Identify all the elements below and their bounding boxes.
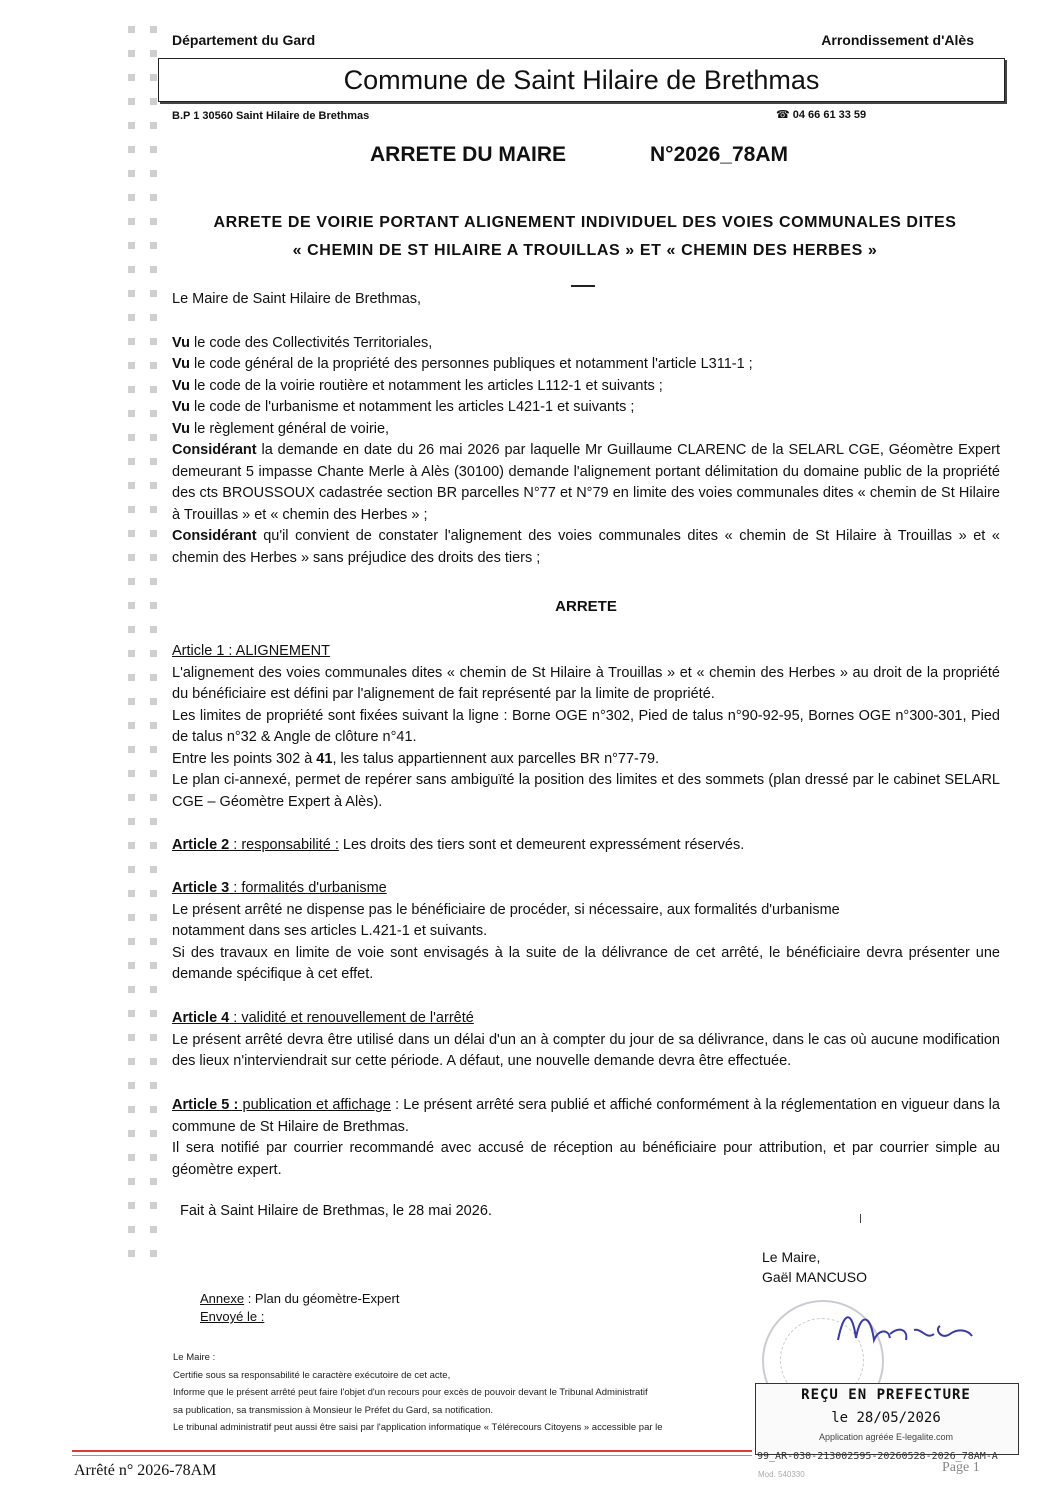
margin-square bbox=[128, 410, 135, 417]
margin-square bbox=[128, 290, 135, 297]
fait-a: Fait à Saint Hilaire de Brethmas, le 28 mai 2026. bbox=[180, 1203, 492, 1219]
margin-square bbox=[150, 482, 157, 489]
margin-square bbox=[150, 986, 157, 993]
margin-square bbox=[150, 1082, 157, 1089]
margin-square bbox=[128, 1082, 135, 1089]
margin-square bbox=[150, 98, 157, 105]
margin-square bbox=[150, 1034, 157, 1041]
margin-square bbox=[128, 530, 135, 537]
receipt-reference: 99_AR-030-213002595-20260528-2026_78AM-A bbox=[757, 1451, 998, 1462]
legal-notice: Le Maire : Certifie sous sa responsabilité le caractère exécutoire de cet acte, Informe que le présent arrêté peut faire l'objet d'un recours pour excès de pouvoir devant le Tribunal Administratif sa publication, sa transmission à Monsieur le Préfet du Gard, sa notification. Le tribunal administratif peut aussi être saisi par l'application informatique « Télérecours Citoyens » accessible par le bbox=[173, 1352, 663, 1433]
receipt-title: REÇU EN PREFECTURE bbox=[801, 1387, 971, 1403]
vu-item: Vu le code général de la propriété des personnes publiques et notamment l'article L311-1 ; bbox=[172, 356, 753, 372]
margin-square bbox=[128, 194, 135, 201]
margin-square bbox=[150, 290, 157, 297]
margin-square bbox=[128, 362, 135, 369]
phone-number: ☎ 04 66 61 33 59 bbox=[776, 109, 867, 121]
margin-square bbox=[128, 1034, 135, 1041]
margin-square bbox=[150, 314, 157, 321]
margin-square bbox=[150, 578, 157, 585]
margin-square bbox=[150, 1178, 157, 1185]
margin-square bbox=[128, 26, 135, 33]
margin-square bbox=[150, 938, 157, 945]
margin-square bbox=[150, 842, 157, 849]
margin-square bbox=[150, 650, 157, 657]
margin-square bbox=[128, 1250, 135, 1257]
title-separator bbox=[571, 285, 595, 287]
margin-square bbox=[128, 842, 135, 849]
article-4-para: Le présent arrêté devra être utilisé dans un délai d'un an à compter du jour de sa délivrance, dans le cas où aucune modification des lieux n'interviendrait sur cette période. A défaut, une nouvelle demande devra être effectuée. bbox=[172, 1031, 1000, 1069]
annexe-text: : Plan du géomètre-Expert bbox=[244, 1291, 400, 1306]
margin-square bbox=[150, 338, 157, 345]
mayor-title: Le Maire, bbox=[762, 1249, 821, 1265]
margin-square bbox=[150, 698, 157, 705]
margin-square bbox=[128, 962, 135, 969]
article-2: Article 2 : responsabilité : Les droits des tiers sont et demeurent expressément réservés. bbox=[172, 837, 745, 853]
margin-square bbox=[150, 74, 157, 81]
receipt-date: le 28/05/2026 bbox=[831, 1410, 941, 1426]
margin-square bbox=[128, 266, 135, 273]
margin-square bbox=[128, 674, 135, 681]
margin-square bbox=[150, 746, 157, 753]
margin-square bbox=[150, 1154, 157, 1161]
margin-square bbox=[128, 698, 135, 705]
margin-square bbox=[128, 1130, 135, 1137]
article-4 bbox=[172, 1008, 1000, 1073]
mayor-name: Gaël MANCUSO bbox=[762, 1269, 868, 1285]
footer-red-rule bbox=[72, 1450, 752, 1452]
commune-title-box: Commune de Saint Hilaire de Brethmas bbox=[158, 58, 1005, 102]
arrete-heading: ARRETE bbox=[555, 598, 617, 615]
margin-square bbox=[128, 218, 135, 225]
margin-square bbox=[150, 218, 157, 225]
document-type-title: ARRETE DU MAIRE bbox=[370, 143, 567, 166]
margin-square bbox=[150, 602, 157, 609]
vu-item: Vu le règlement général de voirie, bbox=[172, 420, 390, 437]
margin-square bbox=[128, 650, 135, 657]
margin-square bbox=[150, 1106, 157, 1113]
margin-square bbox=[128, 338, 135, 345]
margin-square bbox=[150, 194, 157, 201]
article-4-heading: Article 4 : validité et renouvellement de l'arrêté bbox=[172, 1010, 474, 1026]
margin-square bbox=[150, 962, 157, 969]
margin-square bbox=[150, 410, 157, 417]
margin-square bbox=[128, 626, 135, 633]
margin-square bbox=[150, 434, 157, 441]
margin-square bbox=[150, 506, 157, 513]
margin-square bbox=[128, 482, 135, 489]
article-3-para: Si des travaux en limite de voie sont envisagés à la suite de la délivrance de cet arrêté, le bénéficiaire devra présenter une demande spécifique à cet effet. bbox=[172, 944, 1000, 982]
margin-square bbox=[150, 674, 157, 681]
article-3-heading: Article 3 : formalités d'urbanisme bbox=[172, 880, 387, 896]
article-1-para: Le plan ci-annexé, permet de repérer sans ambiguïté la position des limites et des sommets (plan dressé par le cabinet SELARL CGE – Géomètre Expert à Alès). bbox=[172, 772, 1000, 810]
margin-square bbox=[128, 1178, 135, 1185]
margin-square bbox=[128, 794, 135, 801]
margin-square bbox=[150, 866, 157, 873]
margin-binding-marks bbox=[120, 26, 166, 1266]
margin-square bbox=[128, 866, 135, 873]
margin-square bbox=[128, 146, 135, 153]
margin-square bbox=[150, 1130, 157, 1137]
annexe-label: Annexe bbox=[200, 1291, 245, 1306]
margin-square bbox=[128, 554, 135, 561]
preamble-intro: Le Maire de Saint Hilaire de Brethmas, bbox=[172, 291, 422, 307]
page-number: Page 1 bbox=[942, 1460, 980, 1475]
margin-square bbox=[150, 626, 157, 633]
margin-square bbox=[150, 1010, 157, 1017]
margin-square bbox=[128, 818, 135, 825]
margin-square bbox=[128, 1202, 135, 1209]
margin-square bbox=[128, 1106, 135, 1113]
article-2-heading: Article 2 : responsabilité : bbox=[172, 837, 339, 853]
margin-square bbox=[128, 50, 135, 57]
margin-square bbox=[150, 818, 157, 825]
margin-square bbox=[128, 170, 135, 177]
margin-square bbox=[128, 578, 135, 585]
stray-mark bbox=[860, 1214, 861, 1223]
margin-square bbox=[128, 722, 135, 729]
article-1-para: Les limites de propriété sont fixées suivant la ligne : Borne OGE n°302, Pied de talus n°90-92-95, Bornes OGE n°300-301, Pied de talus n°32 & Angle de clôture n°41. bbox=[172, 707, 1000, 745]
margin-square bbox=[128, 746, 135, 753]
vu-item: Vu le code de la voirie routière et notamment les articles L112-1 et suivants ; bbox=[172, 377, 663, 394]
margin-square bbox=[128, 242, 135, 249]
article-5: Article 5 : publication et affichage : Le présent arrêté sera publié et affiché conformément à la réglementation en vigueur dans la commune de St Hilaire de Brethmas. Il sera notifié par courrier recommandé avec accusé de réception au bénéficiaire pour attribution, et par courrier simple au géomètre expert. bbox=[172, 1095, 1000, 1181]
margin-square bbox=[128, 98, 135, 105]
margin-square bbox=[150, 50, 157, 57]
subtitle-line-2: « CHEMIN DE ST HILAIRE A TROUILLAS » ET « CHEMIN DES HERBES » bbox=[292, 242, 878, 259]
margin-square bbox=[150, 554, 157, 561]
article-1-heading: Article 1 : ALIGNEMENT bbox=[172, 643, 330, 659]
margin-square bbox=[128, 986, 135, 993]
margin-square bbox=[128, 890, 135, 897]
margin-square bbox=[128, 122, 135, 129]
margin-square bbox=[128, 1058, 135, 1065]
margin-square bbox=[150, 122, 157, 129]
margin-square bbox=[128, 434, 135, 441]
margin-square bbox=[128, 506, 135, 513]
margin-square bbox=[150, 1226, 157, 1233]
footer-gray-rule bbox=[72, 1455, 752, 1456]
annexe-block bbox=[200, 1290, 399, 1326]
considerant-2: Considérant qu'il convient de constater l'alignement des voies communales dites « chemin de St Hilaire à Trouillas » et « chemin des Herbes » sans préjudice des droits des tiers ; bbox=[172, 528, 1000, 566]
margin-square bbox=[128, 458, 135, 465]
margin-square bbox=[128, 1226, 135, 1233]
margin-square bbox=[150, 242, 157, 249]
margin-square bbox=[128, 1010, 135, 1017]
margin-square bbox=[128, 938, 135, 945]
signature-block bbox=[762, 1247, 867, 1287]
margin-square bbox=[150, 170, 157, 177]
considerant-1: Considérant la demande en date du 26 mai 2026 par laquelle Mr Guillaume CLARENC de la SELARL CGE, Géomètre Expert demeurant 5 impasse Chante Merle à Alès (30100) demande l'alignement portant délimitation du domaine public de la propriété des cts BROUSSOUX cadastrée section BR parcelles N°77 et N°79 en limite des voies communales dites « chemin de St Hilaire à Trouillas » et « chemin des Herbes » ; bbox=[172, 442, 1000, 523]
department-label: Département du Gard bbox=[172, 32, 316, 48]
article-3 bbox=[172, 878, 1000, 986]
footer-reference: Arrêté n° 2026-78AM bbox=[74, 1462, 217, 1479]
postal-address: B.P 1 30560 Saint Hilaire de Brethmas bbox=[172, 110, 370, 122]
envoye-label: Envoyé le : bbox=[200, 1309, 265, 1324]
margin-square bbox=[150, 722, 157, 729]
margin-square bbox=[128, 314, 135, 321]
article-1-para: L'alignement des voies communales dites « chemin de St Hilaire à Trouillas » et « chemin des Herbes » au droit de la propriété du bénéficiaire est défini par l'alignement de fait représenté par la limite de propriété. bbox=[172, 664, 1000, 702]
subtitle-line-1: ARRETE DE VOIRIE PORTANT ALIGNEMENT INDIVIDUEL DES VOIES COMMUNALES DITES bbox=[213, 214, 957, 231]
margin-square bbox=[150, 1250, 157, 1257]
margin-square bbox=[150, 266, 157, 273]
margin-square bbox=[128, 386, 135, 393]
preamble bbox=[172, 289, 1000, 569]
margin-square bbox=[128, 74, 135, 81]
vu-item: Vu le code des Collectivités Territoriales, bbox=[172, 334, 433, 351]
margin-square bbox=[150, 146, 157, 153]
article-1-para: Entre les points 302 à 41, les talus appartiennent aux parcelles BR n°77-79. bbox=[172, 750, 660, 767]
article-5-heading: Article 5 : publication et affichage bbox=[172, 1097, 391, 1113]
document-number: N°2026_78AM bbox=[650, 143, 788, 166]
article-3-para: Le présent arrêté ne dispense pas le bénéficiaire de procéder, si nécessaire, aux formalités d'urbanisme notamment dans ses articles L.421-1 et suivants. bbox=[172, 901, 840, 939]
margin-square bbox=[150, 890, 157, 897]
margin-square bbox=[150, 26, 157, 33]
arrondissement-label: Arrondissement d'Alès bbox=[821, 32, 974, 48]
article-1 bbox=[172, 641, 1000, 813]
receipt-application: Application agréée E-legalite.com bbox=[818, 1432, 954, 1442]
vu-item: Vu le code de l'urbanisme et notamment les articles L421-1 et suivants ; bbox=[172, 399, 635, 415]
margin-square bbox=[150, 362, 157, 369]
article-5-para: Il sera notifié par courrier recommandé avec accusé de réception au bénéficiaire pour attribution, et par courrier simple au géomètre expert. bbox=[172, 1140, 1000, 1178]
margin-square bbox=[128, 1154, 135, 1161]
margin-square bbox=[150, 386, 157, 393]
margin-square bbox=[150, 914, 157, 921]
margin-square bbox=[150, 770, 157, 777]
margin-square bbox=[128, 914, 135, 921]
margin-square bbox=[150, 1058, 157, 1065]
margin-square bbox=[150, 458, 157, 465]
margin-square bbox=[150, 1202, 157, 1209]
margin-square bbox=[150, 530, 157, 537]
model-label: Mod. 540330 bbox=[758, 1470, 805, 1479]
margin-square bbox=[128, 770, 135, 777]
margin-square bbox=[128, 602, 135, 609]
margin-square bbox=[150, 794, 157, 801]
